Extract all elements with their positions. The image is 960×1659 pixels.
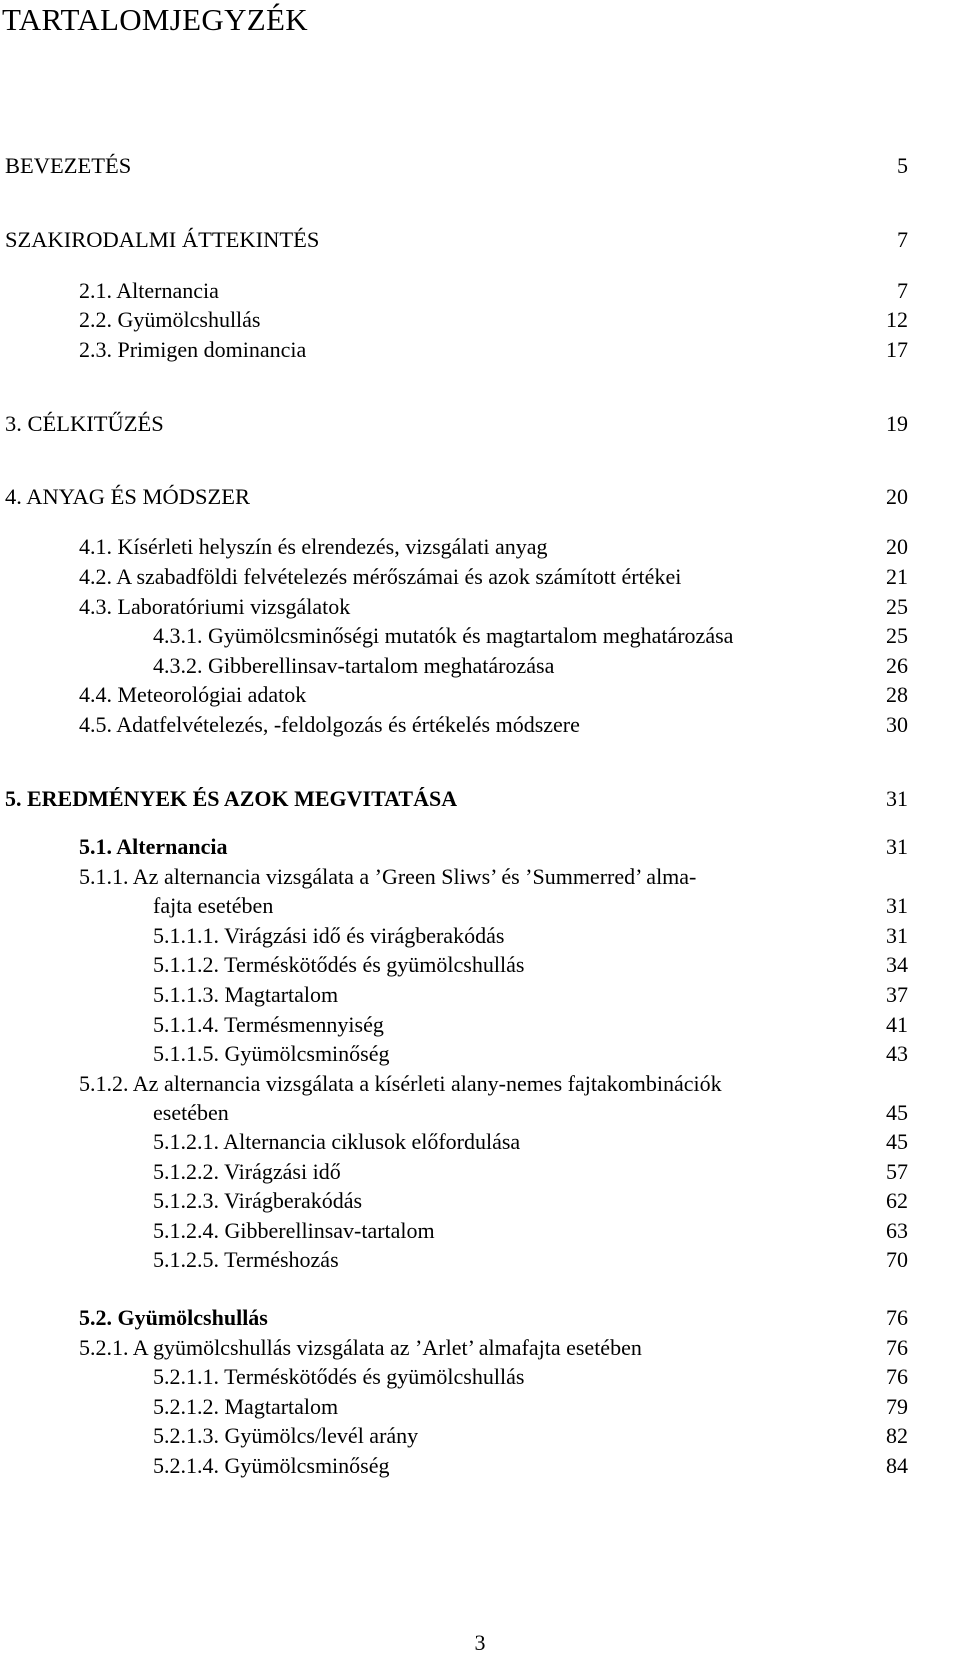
- toc-entry-page: 41: [886, 1012, 908, 1037]
- toc-entry-title: 4.5. Adatfelvételezés, -feldolgozás és értékelés módszere: [79, 712, 580, 737]
- toc-entry-page: 31: [886, 834, 908, 859]
- toc-entry-page: 76: [886, 1364, 908, 1389]
- toc-entry-title: 5.1.2.1. Alternancia ciklusok előfordulása: [153, 1129, 521, 1154]
- toc-entry-page: 31: [886, 786, 908, 811]
- toc-entry-title: 4.3.1. Gyümölcsminőségi mutatók és magtartalom meghatározása: [153, 623, 734, 648]
- toc-entry-title: 5.2.1.2. Magtartalom: [153, 1394, 339, 1419]
- page-title: TARTALOMJEGYZÉK: [2, 2, 308, 37]
- toc-entry-title: 5.1.1.1. Virágzási idő és virágberakódás: [153, 923, 505, 948]
- toc-entry-title: 5.1.2.4. Gibberellinsav-tartalom: [153, 1218, 435, 1243]
- toc-entry-title: 2.1. Alternancia: [79, 278, 219, 303]
- toc-entry-page: 21: [886, 564, 908, 589]
- toc-entry-title: 3. CÉLKITŰZÉS: [5, 411, 164, 436]
- toc-entry-title: 5.1.1.2. Terméskötődés és gyümölcshullás: [153, 952, 525, 977]
- toc-entry-page: 7: [897, 278, 908, 303]
- toc-entry-title: 5.1.1.4. Termésmennyiség: [153, 1012, 384, 1037]
- toc-entry-title: 5.2. Gyümölcshullás: [79, 1305, 268, 1330]
- toc-entry-title: 5.1.2.3. Virágberakódás: [153, 1188, 363, 1213]
- toc-entry-page: 43: [886, 1041, 908, 1066]
- toc-entry-page: 28: [886, 682, 908, 707]
- toc-entry-title: 5.2.1.1. Terméskötődés és gyümölcshullás: [153, 1364, 525, 1389]
- toc-entry-page: 45: [886, 1100, 908, 1125]
- toc-entry-title: 2.3. Primigen dominancia: [79, 337, 307, 362]
- toc-entry-title: 2.2. Gyümölcshullás: [79, 307, 261, 332]
- toc-entry-title: 5.2.1.3. Gyümölcs/levél arány: [153, 1423, 419, 1448]
- toc-entry-title: 4.2. A szabadföldi felvételezés mérőszámai és azok számított értékei: [79, 564, 682, 589]
- toc-entry-title: SZAKIRODALMI ÁTTEKINTÉS: [5, 227, 320, 252]
- toc-entry-title: 5.1.1.3. Magtartalom: [153, 982, 339, 1007]
- toc-entry-page: 31: [886, 923, 908, 948]
- toc-entry-title: 5.1.1. Az alternancia vizsgálata a ’Green Sliws’ és ’Summerred’ alma-: [79, 864, 697, 889]
- toc-entry-title: 4.4. Meteorológiai adatok: [79, 682, 307, 707]
- toc-entry-title: BEVEZETÉS: [5, 153, 132, 178]
- toc-entry-page: 45: [886, 1129, 908, 1154]
- page-number: 3: [474, 1630, 486, 1655]
- toc-entry-page: 20: [886, 484, 908, 509]
- toc-entry-page: 30: [886, 712, 908, 737]
- toc-entry-page: 76: [886, 1305, 908, 1330]
- toc-entry-title: 5.1.2.2. Virágzási idő: [153, 1159, 341, 1184]
- toc-entry-page: 76: [886, 1335, 908, 1360]
- toc-entry-page: 84: [886, 1453, 908, 1478]
- toc-entry-page: 31: [886, 893, 908, 918]
- toc-entry-page: 20: [886, 534, 908, 559]
- toc-entry-page: 12: [886, 307, 908, 332]
- toc-entry-page: 5: [897, 153, 908, 178]
- toc-entry-title: 5.1.2. Az alternancia vizsgálata a kísérleti alany-nemes fajtakombinációk: [79, 1071, 722, 1096]
- toc-entry-page: 70: [886, 1247, 908, 1272]
- toc-entry-page: 19: [886, 411, 908, 436]
- toc-entry-title: esetében: [153, 1100, 229, 1125]
- toc-entry-page: 26: [886, 653, 908, 678]
- toc-entry-title: 5.2.1.4. Gyümölcsminőség: [153, 1453, 390, 1478]
- toc-entry-title: fajta esetében: [153, 893, 274, 918]
- toc-entry-title: 4. ANYAG ÉS MÓDSZER: [5, 484, 251, 509]
- toc-entry-page: 79: [886, 1394, 908, 1419]
- toc-entry-page: 17: [886, 337, 908, 362]
- toc-entry-page: 63: [886, 1218, 908, 1243]
- toc-entry-title: 4.3. Laboratóriumi vizsgálatok: [79, 594, 351, 619]
- toc-entry-page: 82: [886, 1423, 908, 1448]
- toc-entry-title: 4.3.2. Gibberellinsav-tartalom meghatározása: [153, 653, 555, 678]
- toc-entry-page: 25: [886, 594, 908, 619]
- toc-entry-page: 37: [886, 982, 908, 1007]
- toc-entry-page: 7: [897, 227, 908, 252]
- toc-entry-title: 5.1.2.5. Terméshozás: [153, 1247, 339, 1272]
- toc-entry-page: 62: [886, 1188, 908, 1213]
- toc-entry-title: 4.1. Kísérleti helyszín és elrendezés, vizsgálati anyag: [79, 534, 548, 559]
- toc-entry-title: 5. EREDMÉNYEK ÉS AZOK MEGVITATÁSA: [5, 786, 458, 811]
- toc-entry-page: 57: [886, 1159, 908, 1184]
- toc-entry-page: 25: [886, 623, 908, 648]
- toc-entry-title: 5.2.1. A gyümölcshullás vizsgálata az ’Arlet’ almafajta esetében: [79, 1335, 642, 1360]
- toc-entry-title: 5.1.1.5. Gyümölcsminőség: [153, 1041, 390, 1066]
- toc-entry-title: 5.1. Alternancia: [79, 834, 228, 859]
- toc-entry-page: 34: [886, 952, 908, 977]
